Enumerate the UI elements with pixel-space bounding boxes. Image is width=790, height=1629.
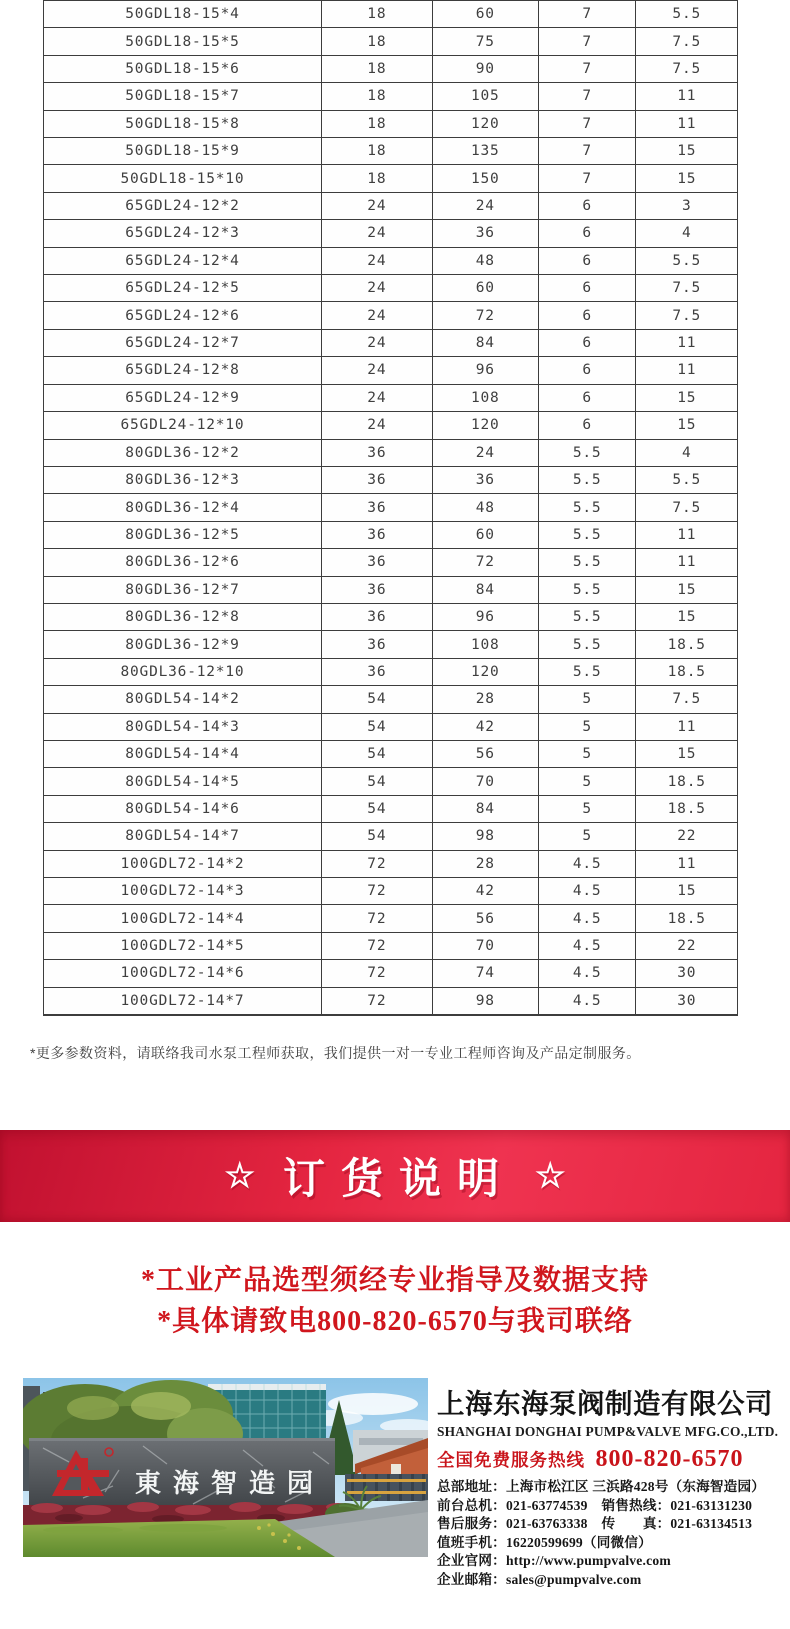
value-cell: 5.5: [539, 549, 637, 575]
value-cell: 36: [322, 549, 433, 575]
model-cell: 100GDL72-14*5: [44, 933, 322, 959]
contact-website: 企业官网：http://www.pumpvalve.com: [437, 1553, 671, 1569]
model-cell: 80GDL36-12*8: [44, 604, 322, 630]
value-cell: 120: [433, 412, 539, 438]
model-cell: 80GDL36-12*4: [44, 494, 322, 520]
value-cell: 4: [681, 225, 692, 242]
value-cell: 3: [681, 198, 692, 215]
model-cell: 80GDL54-14*4: [44, 741, 322, 767]
value-cell: 6: [539, 220, 637, 246]
value-cell: 54: [322, 823, 433, 849]
value-cell: 5.5: [539, 631, 637, 657]
table-row: [44, 248, 737, 275]
table-row: [44, 467, 737, 494]
table-row: [44, 851, 737, 878]
value-cell: 15: [677, 389, 697, 406]
value-cell: 54: [322, 714, 433, 740]
value-cell: 98: [433, 988, 539, 1014]
table-row: [44, 357, 737, 384]
value-cell: 24: [322, 248, 433, 274]
value-cell: 72: [322, 851, 433, 877]
wall-sign-text: 東海智造园: [135, 1468, 326, 1498]
value-cell: 5: [539, 714, 637, 740]
order-banner-title: 订货说明: [282, 1155, 515, 1202]
value-cell: 5.5: [672, 472, 702, 489]
value-cell: 54: [322, 686, 433, 712]
value-cell: 4.5: [539, 905, 637, 931]
value-cell: 72: [322, 988, 433, 1014]
value-cell: 7: [539, 111, 637, 137]
pump-spec-table: [43, 0, 738, 1016]
value-cell: 150: [433, 165, 539, 191]
value-cell: 60: [433, 1, 539, 27]
model-cell: 80GDL54-14*6: [44, 796, 322, 822]
value-cell: 18: [322, 1, 433, 27]
notice-line: *具体请致电800-820-6570与我司联络: [157, 1306, 633, 1337]
value-cell: 24: [322, 193, 433, 219]
value-cell: 7: [539, 28, 637, 54]
table-row: [44, 933, 737, 960]
value-cell: 7.5: [672, 280, 702, 297]
value-cell: 90: [433, 56, 539, 82]
contact-address: 总部地址：上海市松江区 三浜路428号（东海智造园）: [437, 1479, 766, 1494]
value-cell: 48: [433, 248, 539, 274]
table-row: [44, 823, 737, 850]
value-cell: 72: [433, 549, 539, 575]
value-cell: 60: [433, 275, 539, 301]
value-cell: 11: [677, 362, 697, 379]
value-cell: 108: [433, 631, 539, 657]
value-cell: 4.5: [539, 960, 637, 986]
table-row: [44, 385, 737, 412]
table-row: [44, 111, 737, 138]
value-cell: 7: [539, 1, 637, 27]
hotline-label: 全国免费服务热线: [437, 1450, 585, 1470]
model-cell: 50GDL18-15*6: [44, 56, 322, 82]
value-cell: 18: [322, 28, 433, 54]
table-row: [44, 714, 737, 741]
value-cell: 98: [433, 823, 539, 849]
model-cell: 80GDL54-14*3: [44, 714, 322, 740]
model-cell: 65GDL24-12*2: [44, 193, 322, 219]
table-row: [44, 83, 737, 110]
value-cell: 24: [433, 440, 539, 466]
value-cell: 42: [433, 878, 539, 904]
value-cell: 15: [677, 609, 697, 626]
value-cell: 28: [433, 851, 539, 877]
value-cell: 11: [677, 855, 697, 872]
model-cell: 50GDL18-15*4: [44, 1, 322, 27]
value-cell: 108: [433, 385, 539, 411]
contact-front-desk: 前台总机：021-63774539 销售热线：021-63131230: [437, 1497, 753, 1513]
star-icon: ☆: [535, 1157, 566, 1195]
table-row: [44, 165, 737, 192]
model-cell: 80GDL54-14*7: [44, 823, 322, 849]
hotline-number: 800-820-6570: [595, 1446, 744, 1472]
value-cell: 5.5: [539, 659, 637, 685]
value-cell: 36: [322, 604, 433, 630]
value-cell: 36: [322, 659, 433, 685]
value-cell: 36: [322, 522, 433, 548]
contact-email: 企业邮箱：sales@pumpvalve.com: [437, 1571, 642, 1587]
table-row: [44, 302, 737, 329]
table-row: [44, 56, 737, 83]
value-cell: 105: [433, 83, 539, 109]
value-cell: 5: [539, 768, 637, 794]
model-cell: 65GDL24-12*10: [44, 412, 322, 438]
value-cell: 15: [677, 883, 697, 900]
value-cell: 24: [322, 275, 433, 301]
value-cell: 7: [539, 138, 637, 164]
model-cell: 80GDL36-12*9: [44, 631, 322, 657]
value-cell: 22: [677, 828, 697, 845]
value-cell: 4: [681, 444, 692, 461]
value-cell: 7.5: [672, 61, 702, 78]
company-name-cn: 上海东海泵阀制造有限公司: [437, 1388, 773, 1419]
value-cell: 36: [433, 467, 539, 493]
model-cell: 65GDL24-12*5: [44, 275, 322, 301]
value-cell: 6: [539, 248, 637, 274]
value-cell: 36: [322, 631, 433, 657]
value-cell: 6: [539, 330, 637, 356]
value-cell: 56: [433, 741, 539, 767]
contact-mobile: 值班手机：16220599699（同微信）: [437, 1534, 652, 1550]
value-cell: 5.5: [539, 494, 637, 520]
value-cell: 24: [322, 302, 433, 328]
value-cell: 24: [322, 330, 433, 356]
model-cell: 80GDL36-12*10: [44, 659, 322, 685]
value-cell: 56: [433, 905, 539, 931]
value-cell: 18.5: [667, 910, 706, 927]
table-row: [44, 1, 737, 28]
value-cell: 5.5: [539, 577, 637, 603]
model-cell: 80GDL54-14*5: [44, 768, 322, 794]
value-cell: 54: [322, 796, 433, 822]
value-cell: 18: [322, 138, 433, 164]
value-cell: 18.5: [667, 663, 706, 680]
model-cell: 80GDL36-12*5: [44, 522, 322, 548]
value-cell: 18.5: [667, 636, 706, 653]
value-cell: 54: [322, 768, 433, 794]
value-cell: 7.5: [672, 499, 702, 516]
value-cell: 42: [433, 714, 539, 740]
table-row: [44, 604, 737, 631]
model-cell: 50GDL18-15*7: [44, 83, 322, 109]
model-cell: 80GDL36-12*2: [44, 440, 322, 466]
model-cell: 80GDL54-14*2: [44, 686, 322, 712]
table-row: [44, 686, 737, 713]
value-cell: 72: [322, 905, 433, 931]
table-row: [44, 768, 737, 795]
value-cell: 7.5: [672, 33, 702, 50]
table-row: [44, 28, 737, 55]
model-cell: 100GDL72-14*2: [44, 851, 322, 877]
table-row: [44, 577, 737, 604]
value-cell: 74: [433, 960, 539, 986]
model-cell: 100GDL72-14*7: [44, 988, 322, 1014]
value-cell: 7.5: [672, 691, 702, 708]
value-cell: 75: [433, 28, 539, 54]
value-cell: 5: [539, 686, 637, 712]
value-cell: 5.5: [539, 467, 637, 493]
contact-after-sales: 售后服务：021-63763338 传 真：021-63134513: [437, 1516, 753, 1532]
value-cell: 18: [322, 56, 433, 82]
company-name-en: SHANGHAI DONGHAI PUMP&VALVE MFG.CO.,LTD.: [437, 1424, 779, 1439]
table-row: [44, 659, 737, 686]
value-cell: 11: [677, 526, 697, 543]
value-cell: 30: [677, 965, 697, 982]
value-cell: 36: [433, 220, 539, 246]
value-cell: 5.5: [539, 440, 637, 466]
model-cell: 50GDL18-15*10: [44, 165, 322, 191]
model-cell: 80GDL36-12*3: [44, 467, 322, 493]
value-cell: 70: [433, 768, 539, 794]
value-cell: 72: [322, 960, 433, 986]
value-cell: 6: [539, 385, 637, 411]
table-row: [44, 494, 737, 521]
value-cell: 5.5: [672, 252, 702, 269]
model-cell: 50GDL18-15*9: [44, 138, 322, 164]
value-cell: 6: [539, 412, 637, 438]
value-cell: 11: [677, 115, 697, 132]
table-row: [44, 796, 737, 823]
value-cell: 18: [322, 165, 433, 191]
value-cell: 15: [677, 746, 697, 763]
value-cell: 5.5: [672, 6, 702, 23]
table-row: [44, 960, 737, 987]
contact-lines: [437, 1478, 787, 1590]
value-cell: 96: [433, 357, 539, 383]
value-cell: 84: [433, 577, 539, 603]
value-cell: 24: [433, 193, 539, 219]
model-cell: 80GDL36-12*7: [44, 577, 322, 603]
value-cell: 54: [322, 741, 433, 767]
table-row: [44, 988, 737, 1014]
value-cell: 24: [322, 220, 433, 246]
value-cell: 15: [677, 143, 697, 160]
value-cell: 72: [433, 302, 539, 328]
value-cell: 96: [433, 604, 539, 630]
value-cell: 30: [677, 992, 697, 1009]
table-row: [44, 905, 737, 932]
value-cell: 11: [677, 554, 697, 571]
model-cell: 100GDL72-14*6: [44, 960, 322, 986]
value-cell: 15: [677, 170, 697, 187]
value-cell: 5: [539, 823, 637, 849]
table-row: [44, 440, 737, 467]
value-cell: 5: [539, 741, 637, 767]
service-hotline: [437, 1446, 787, 1473]
value-cell: 36: [322, 577, 433, 603]
value-cell: 18: [322, 111, 433, 137]
value-cell: 120: [433, 659, 539, 685]
value-cell: 36: [322, 494, 433, 520]
value-cell: 7: [539, 165, 637, 191]
order-notices: [0, 1260, 790, 1342]
value-cell: 22: [677, 938, 697, 955]
value-cell: 6: [539, 302, 637, 328]
table-row: [44, 522, 737, 549]
model-cell: 65GDL24-12*8: [44, 357, 322, 383]
value-cell: 72: [322, 878, 433, 904]
table-row: [44, 631, 737, 658]
model-cell: 100GDL72-14*3: [44, 878, 322, 904]
value-cell: 5.5: [539, 522, 637, 548]
value-cell: 18.5: [667, 773, 706, 790]
value-cell: 7: [539, 83, 637, 109]
value-cell: 15: [677, 417, 697, 434]
value-cell: 11: [677, 718, 697, 735]
table-row: [44, 412, 737, 439]
table-row: [44, 220, 737, 247]
model-cell: 65GDL24-12*9: [44, 385, 322, 411]
value-cell: 7: [539, 56, 637, 82]
value-cell: 4.5: [539, 933, 637, 959]
model-cell: 65GDL24-12*7: [44, 330, 322, 356]
value-cell: 72: [322, 933, 433, 959]
value-cell: 84: [433, 796, 539, 822]
value-cell: 15: [677, 581, 697, 598]
table-row: [44, 878, 737, 905]
value-cell: 120: [433, 111, 539, 137]
company-info: [437, 1381, 787, 1590]
value-cell: 36: [322, 467, 433, 493]
model-cell: 50GDL18-15*5: [44, 28, 322, 54]
table-row: [44, 193, 737, 220]
model-cell: 65GDL24-12*3: [44, 220, 322, 246]
value-cell: 70: [433, 933, 539, 959]
star-icon: ☆: [224, 1157, 255, 1195]
value-cell: 135: [433, 138, 539, 164]
value-cell: 48: [433, 494, 539, 520]
value-cell: 24: [322, 385, 433, 411]
model-cell: 65GDL24-12*6: [44, 302, 322, 328]
value-cell: 18: [322, 83, 433, 109]
value-cell: 11: [677, 335, 697, 352]
model-cell: 80GDL36-12*6: [44, 549, 322, 575]
entrance-gate: [345, 1474, 428, 1501]
value-cell: 24: [322, 412, 433, 438]
value-cell: 6: [539, 357, 637, 383]
value-cell: 4.5: [539, 988, 637, 1014]
value-cell: 7.5: [672, 307, 702, 324]
table-footnote: *更多参数资料，请联络我司水泵工程师获取，我们提供一对一专业工程师咨询及产品定制服务。: [30, 1045, 641, 1061]
value-cell: 36: [322, 440, 433, 466]
table-row: [44, 549, 737, 576]
notice-line: *工业产品选型须经专业指导及数据支持: [140, 1265, 649, 1296]
value-cell: 28: [433, 686, 539, 712]
value-cell: 4.5: [539, 851, 637, 877]
model-cell: 50GDL18-15*8: [44, 111, 322, 137]
value-cell: 4.5: [539, 878, 637, 904]
value-cell: 60: [433, 522, 539, 548]
table-row: [44, 275, 737, 302]
model-cell: 100GDL72-14*4: [44, 905, 322, 931]
value-cell: 24: [322, 357, 433, 383]
model-cell: 65GDL24-12*4: [44, 248, 322, 274]
value-cell: 5: [539, 796, 637, 822]
factory-photo: [23, 1378, 428, 1557]
table-row: [44, 138, 737, 165]
order-banner: [0, 1130, 790, 1222]
value-cell: 6: [539, 275, 637, 301]
value-cell: 11: [677, 88, 697, 105]
table-row: [44, 330, 737, 357]
value-cell: 84: [433, 330, 539, 356]
value-cell: 18.5: [667, 800, 706, 817]
table-row: [44, 741, 737, 768]
value-cell: 5.5: [539, 604, 637, 630]
value-cell: 6: [539, 193, 637, 219]
